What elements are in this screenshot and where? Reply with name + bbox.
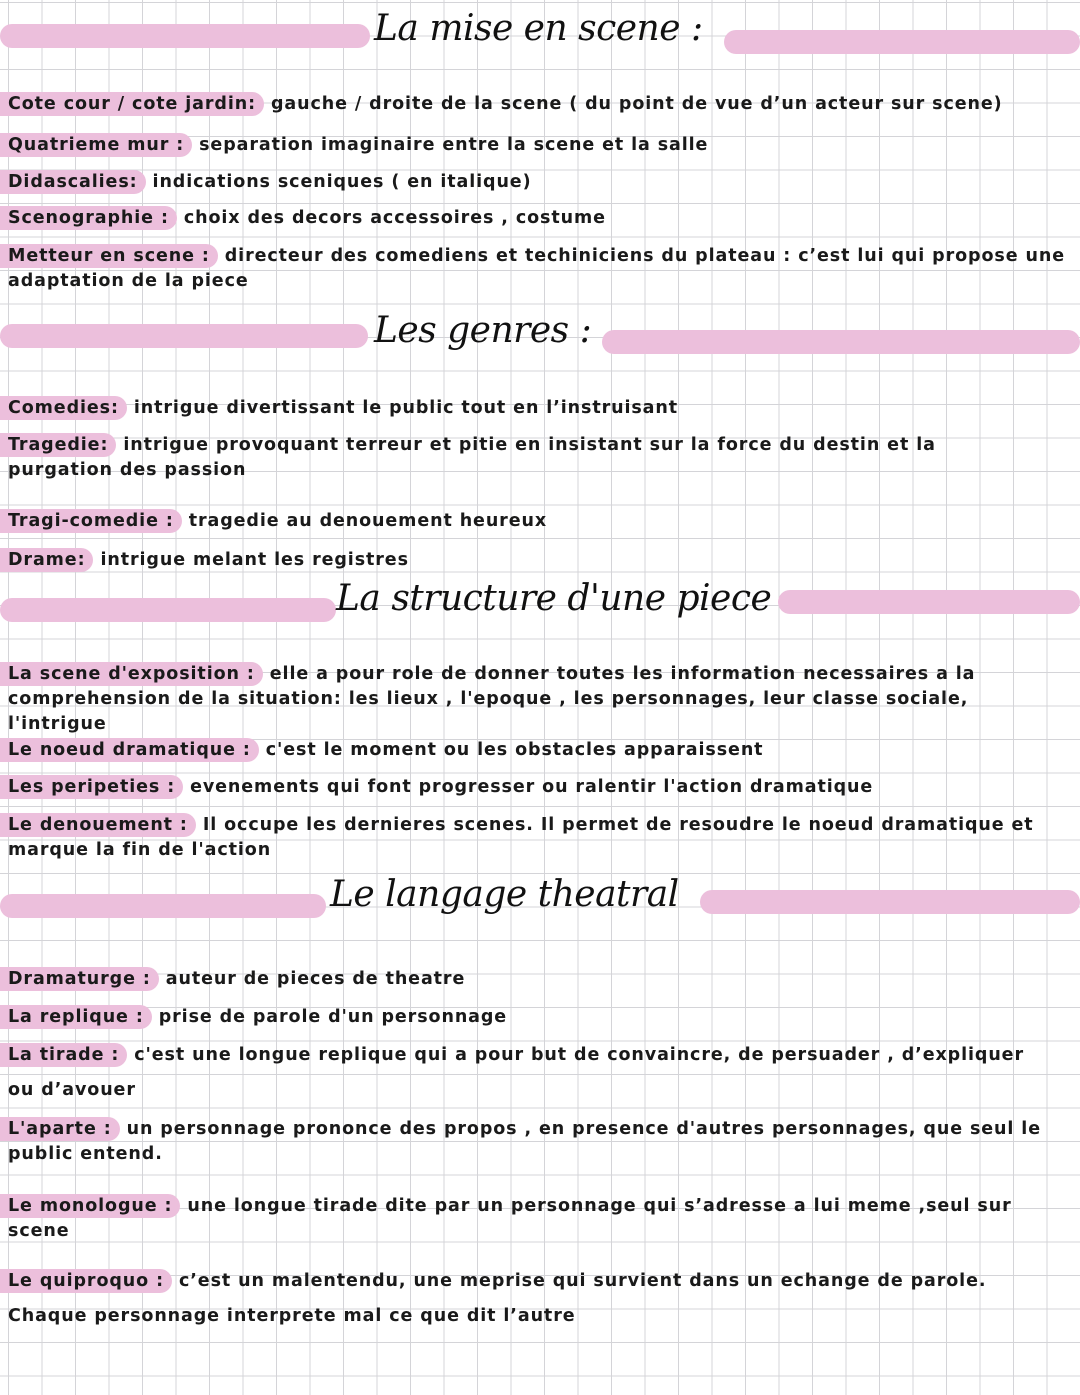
section-header-structure — [0, 578, 1080, 638]
term: Le monologue : — [0, 1194, 180, 1218]
term: Didascalies: — [0, 170, 146, 194]
term: Tragi-comedie : — [0, 509, 182, 533]
section-title: La structure d'une piece — [336, 578, 772, 619]
definition-continued: public entend. — [8, 1144, 163, 1164]
definition: gauche / droite de la scene ( du point de vue d’un acteur sur scene) — [264, 94, 1003, 114]
term: Le quiproquo : — [0, 1269, 172, 1293]
definition-continued: l'intrigue — [8, 714, 107, 734]
definition-denouement — [0, 813, 1080, 863]
definition: separation imaginaire entre la scene et la salle — [192, 135, 709, 155]
definition: elle a pour role de donner toutes les information necessaires a la — [262, 664, 976, 684]
definition: intrigue provoquant terreur et pitie en insistant sur la force du destin et la — [116, 435, 936, 455]
definition-quatrieme-mur — [0, 133, 1080, 158]
definition-continued: adaptation de la piece — [8, 271, 249, 291]
term: Le denouement : — [0, 813, 196, 837]
definition-continued: Chaque personnage interprete mal ce que dit l’autre — [8, 1306, 576, 1326]
definition: c’est un malentendu, une meprise qui survient dans un echange de parole. — [171, 1271, 987, 1291]
definition: tragedie au denouement heureux — [181, 511, 548, 531]
term: Cote cour / cote jardin: — [0, 92, 264, 116]
definition-continued: marque la fin de l'action — [8, 840, 272, 860]
section-title: Le langage theatral — [330, 874, 679, 915]
definition: une longue tirade dite par un personnage qui s’adresse a lui meme ,seul sur — [180, 1196, 1012, 1216]
definition-tirade — [0, 1043, 1080, 1103]
definition-continued: purgation des passion — [8, 460, 247, 480]
definition-tragedie — [0, 433, 1080, 483]
definition-metteur-en-scene — [0, 244, 1080, 294]
term: Drame: — [0, 548, 93, 572]
definition: directeur des comediens et techiniciens du plateau : c’est lui qui propose une — [217, 246, 1065, 266]
definition-peripeties — [0, 775, 1080, 800]
section-header-genres — [0, 310, 1080, 370]
highlight-bar — [778, 590, 1080, 614]
definition-comedies — [0, 396, 1080, 421]
section-header-mise-en-scene — [0, 8, 1080, 68]
highlight-bar — [602, 330, 1080, 354]
definition: indications sceniques ( en italique) — [145, 172, 532, 192]
definition: un personnage prononce des propos , en presence d'autres personnages, que seul le — [119, 1119, 1041, 1139]
definition-dramaturge — [0, 967, 1080, 992]
section-title: La mise en scene : — [374, 8, 703, 49]
definition-tragi-comedie — [0, 509, 1080, 534]
term: L'aparte : — [0, 1117, 120, 1141]
definition-continued: comprehension de la situation: les lieux , l'epoque , les personnages, leur classe sociale, — [8, 689, 969, 709]
definition: evenements qui font progresser ou ralentir l'action dramatique — [183, 777, 874, 797]
definition-continued: ou d’avouer — [8, 1080, 136, 1100]
definition: choix des decors accessoires , costume — [176, 208, 606, 228]
section-title: Les genres : — [374, 310, 592, 351]
term: Dramaturge : — [0, 967, 159, 991]
highlight-bar — [0, 598, 336, 622]
definition-drame — [0, 548, 1080, 573]
term: Le noeud dramatique : — [0, 738, 259, 762]
definition-scenographie — [0, 206, 1080, 231]
highlight-bar — [724, 30, 1080, 54]
definition-noeud-dramatique — [0, 738, 1080, 763]
term: Scenographie : — [0, 206, 177, 230]
term: Quatrieme mur : — [0, 133, 192, 157]
definition: prise de parole d'un personnage — [151, 1007, 508, 1027]
definition-replique — [0, 1005, 1080, 1030]
definition: intrigue divertissant le public tout en l’instruisant — [126, 398, 679, 418]
definition-quiproquo — [0, 1269, 1080, 1329]
term: Les peripeties : — [0, 775, 183, 799]
definition-aparte — [0, 1117, 1080, 1167]
term: La scene d'exposition : — [0, 662, 263, 686]
definition-continued: scene — [8, 1221, 70, 1241]
term: Metteur en scene : — [0, 244, 218, 268]
term: Comedies: — [0, 396, 127, 420]
definition: c'est le moment ou les obstacles apparaissent — [258, 740, 764, 760]
highlight-bar — [0, 24, 370, 48]
definition: intrigue melant les registres — [93, 550, 409, 570]
highlight-bar — [0, 894, 326, 918]
section-header-langage — [0, 874, 1080, 934]
definition: auteur de pieces de theatre — [158, 969, 466, 989]
term: La replique : — [0, 1005, 152, 1029]
definition-scene-exposition — [0, 662, 1080, 737]
term: Tragedie: — [0, 433, 116, 457]
definition-cote — [0, 92, 1080, 117]
definition-didascalies — [0, 170, 1080, 195]
highlight-bar — [700, 890, 1080, 914]
definition: c'est une longue replique qui a pour but de convaincre, de persuader , d’expliquer — [127, 1045, 1024, 1065]
definition-monologue — [0, 1194, 1080, 1244]
definition: Il occupe les dernieres scenes. Il permet de resoudre le noeud dramatique et — [195, 815, 1034, 835]
highlight-bar — [0, 324, 368, 348]
term: La tirade : — [0, 1043, 127, 1067]
